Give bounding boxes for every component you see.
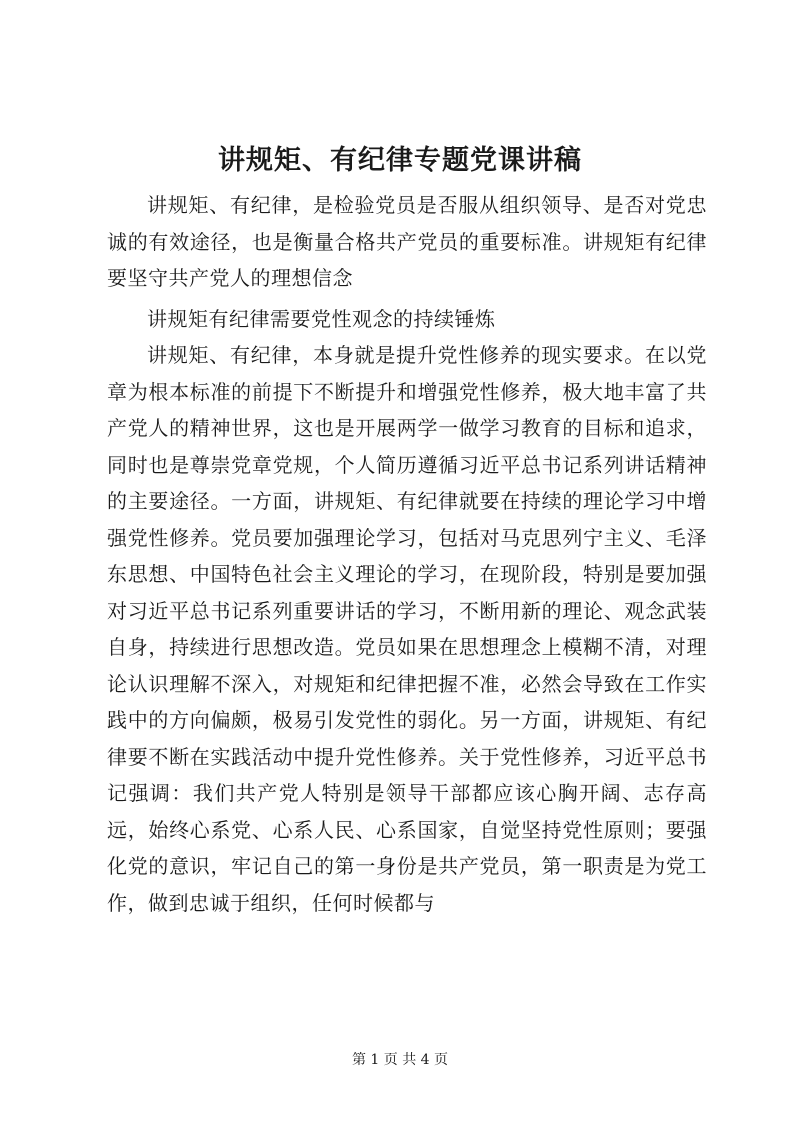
document-title: 讲规矩、有纪律专题党课讲稿 [218, 145, 582, 176]
document-body [107, 187, 707, 921]
paragraph-subheading: 讲规矩有纪律需要党性观念的持续锤炼 [147, 306, 496, 331]
paragraph-intro: 讲规矩、有纪律，是检验党员是否服从组织领导、是否对党忠诚的有效途径，也是衡量合格共产党员的重要标准。讲规矩有纪律要坚守共产党人的理想信念 [107, 193, 707, 290]
paragraph-main: 讲规矩、有纪律，本身就是提升党性修养的现实要求。在以党章为根本标准的前提下不断提升和增强党性修养，极大地丰富了共产党人的精神世界，这也是开展两学一做学习教育的目标和追求，同时也是尊崇党章党规，个人简历遵循习近平总书记系列讲话精神的主要途径。一方面，讲规矩、有纪律就要在持续的理论学习中增强党性修养。党员要加强理论学习，包括对马克思列宁主义、毛泽东思想、中国特色社会主义理论的学习，在现阶段，特别是要加强对习近平总书记系列重要讲话的学习，不断用新的理论、观念武装自身，持续进行思想改造。党员如果在思想理念上模糊不清，对理论认识理解不深入，对规矩和纪律把握不准，必然会导致在工作实践中的方向偏颇，极易引发党性的弱化。另一方面，讲规矩、有纪律要不断在实践活动中提升党性修养。关于党性修养，习近平总书记强调：我们共产党人特别是领导干部都应该心胸开阔、志存高远，始终心系党、心系人民、心系国家，自觉坚持党性原则；要强化党的意识，牢记自己的第一身份是共产党员，第一职责是为党工作，做到忠诚于组织，任何时候都与 [107, 343, 707, 915]
page-number-footer: 第 1 页 共 4 页 [351, 1052, 449, 1068]
